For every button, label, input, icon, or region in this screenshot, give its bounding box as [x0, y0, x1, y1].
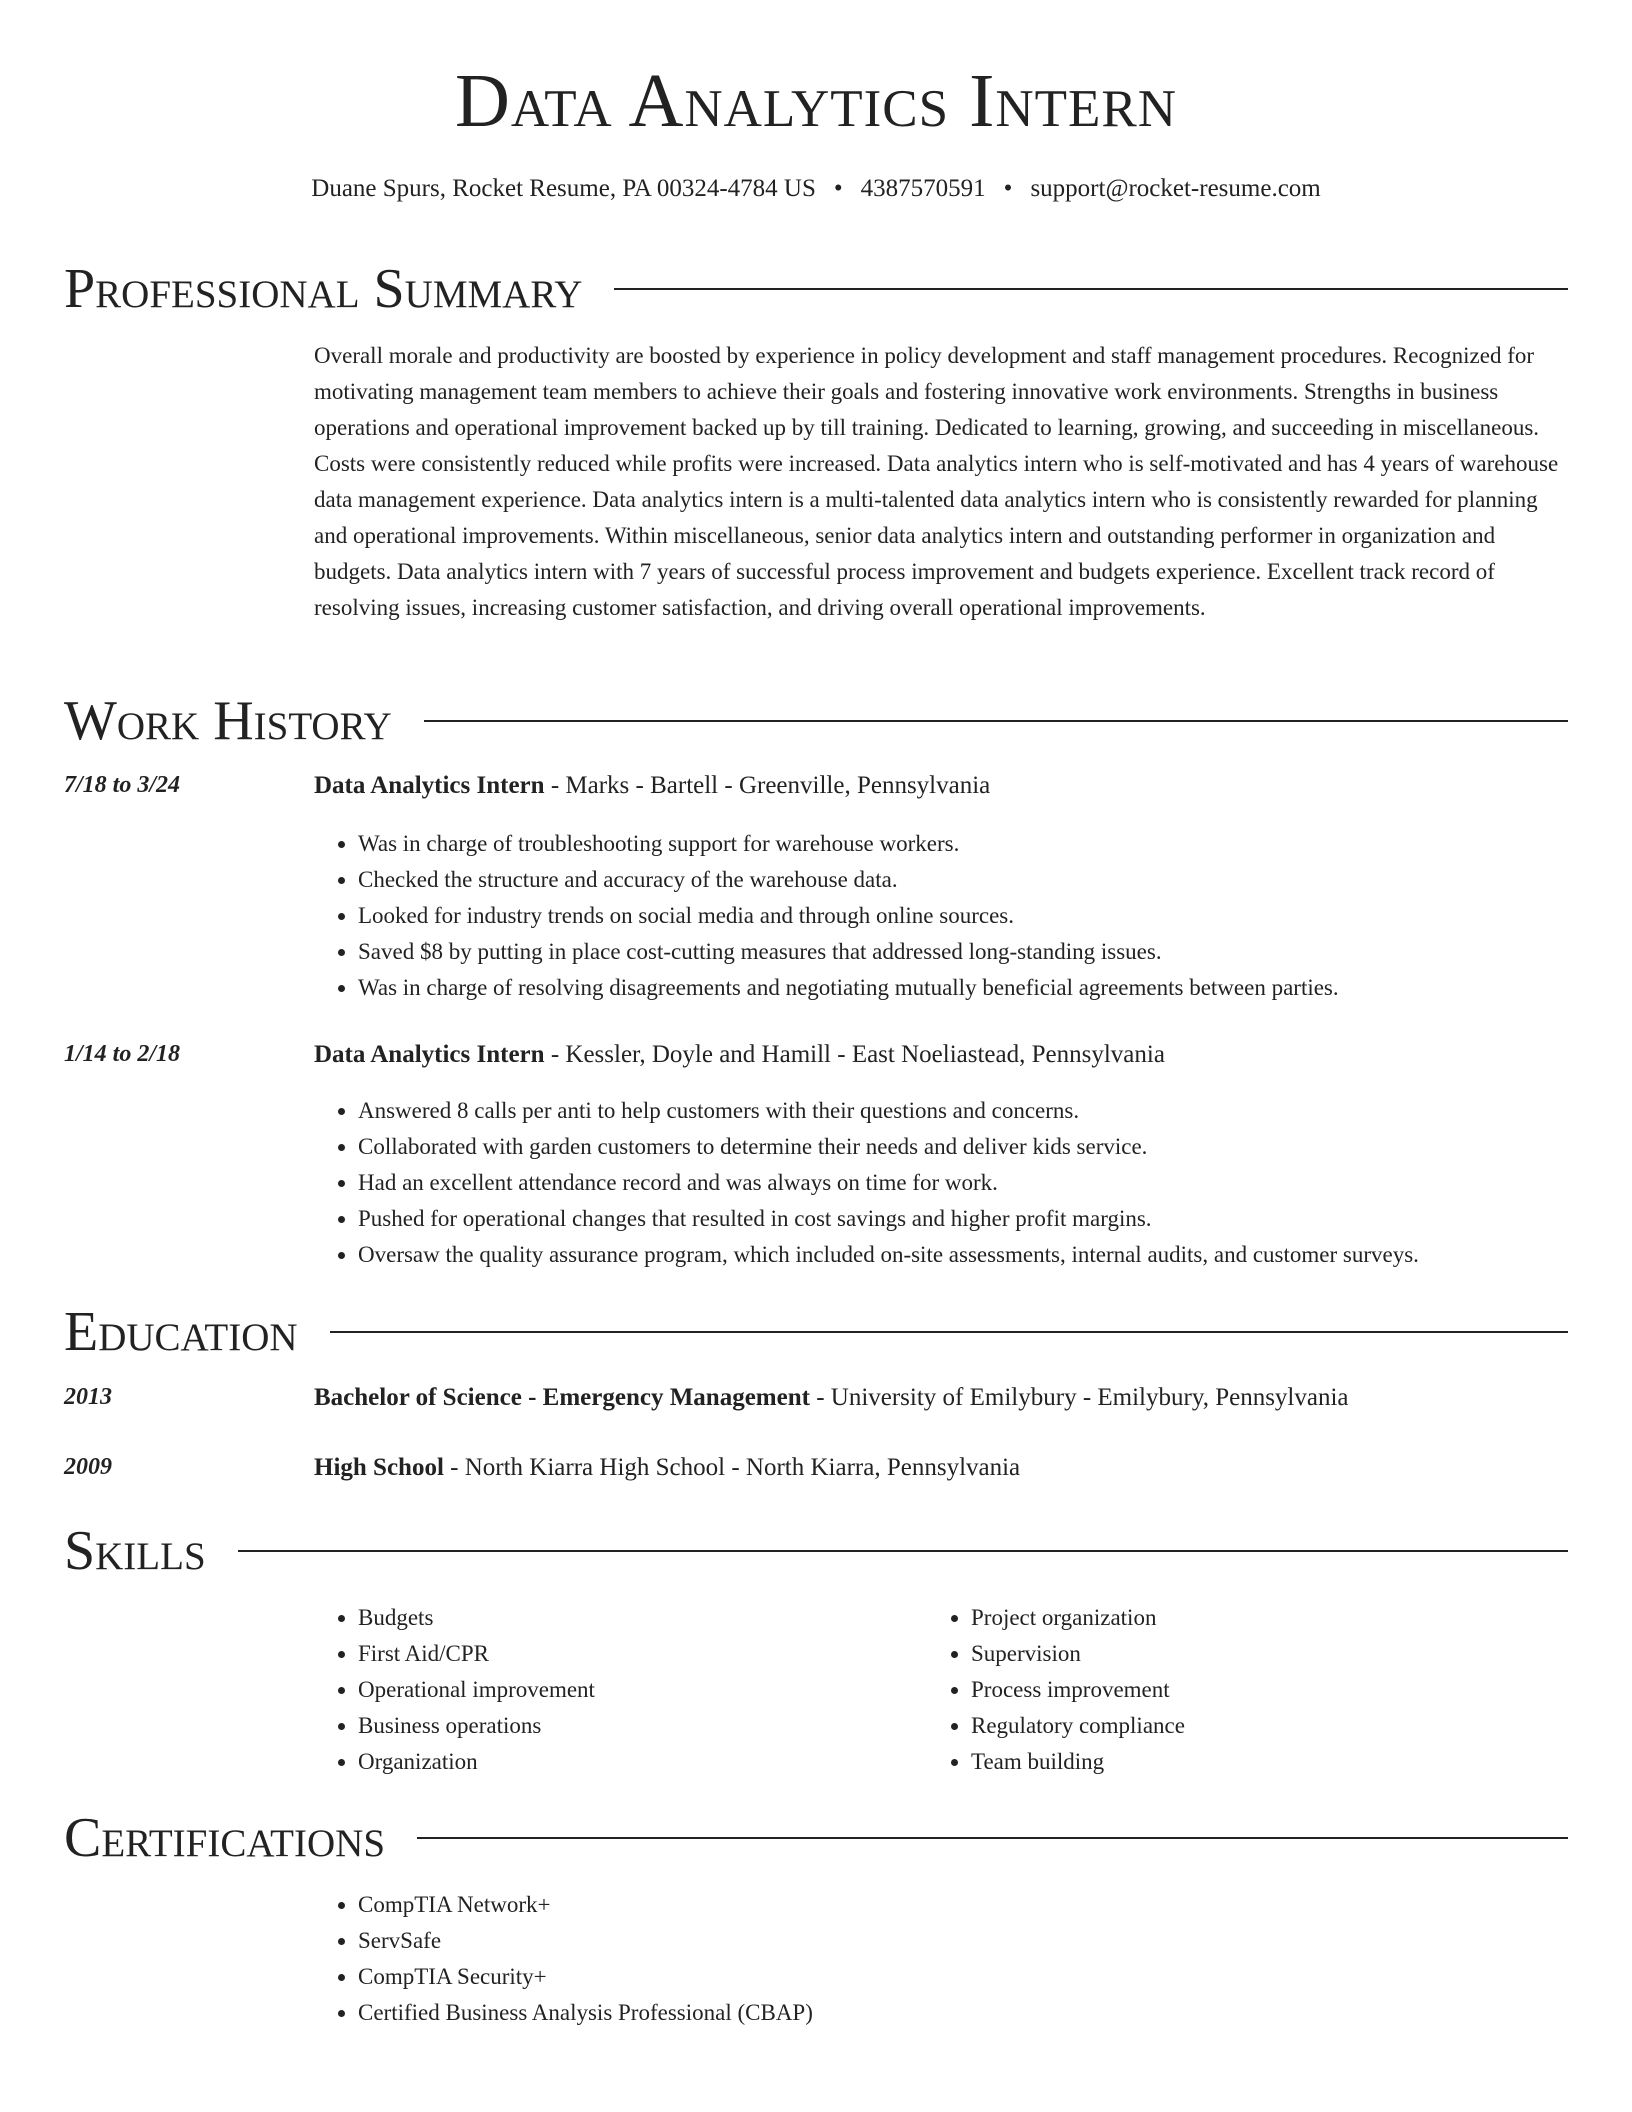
contact-email: support@rocket-resume.com — [1030, 175, 1321, 202]
education-details: - North Kiarra High School - North Kiarra, Pennsylvania — [443, 1454, 1021, 1481]
list-item: • CompTIA Security+ — [358, 1959, 813, 1995]
list-item: • Process improvement — [971, 1672, 1185, 1708]
contact-phone: 4387570591 — [860, 175, 986, 202]
summary-heading: Professional Summary — [64, 258, 583, 320]
list-item: • Pushed for operational changes that resulted in cost savings and higher profit margins. — [358, 1201, 1419, 1237]
work-section-header — [64, 686, 1568, 756]
job-heading — [314, 772, 990, 800]
certifications-heading: Certifications — [64, 1807, 386, 1869]
list-item: • Checked the structure and accuracy of the warehouse data. — [358, 862, 1339, 898]
section-divider — [330, 1331, 1568, 1333]
contact-line — [0, 175, 1632, 203]
list-item: • Operational improvement — [358, 1672, 595, 1708]
contact-separator: • — [833, 175, 843, 202]
list-item: • Looked for industry trends on social media and through online sources. — [358, 898, 1339, 934]
list-item: • Saved $8 by putting in place cost-cutting measures that addressed long-standing issues. — [358, 934, 1339, 970]
job-dates: 7/18 to 3/24 — [64, 772, 181, 798]
education-details: - University of Emilybury - Emilybury, Pennsylvania — [809, 1384, 1349, 1411]
education-year: 2013 — [64, 1384, 112, 1410]
list-item: • Was in charge of troubleshooting support for warehouse workers. — [358, 826, 1339, 862]
list-item: • Budgets — [358, 1600, 595, 1636]
job-title: Data Analytics Intern — [314, 772, 545, 799]
education-year: 2009 — [64, 1454, 112, 1480]
list-item: • Organization — [358, 1744, 595, 1780]
education-heading-line — [314, 1454, 1020, 1482]
education-degree: Bachelor of Science - Emergency Management — [314, 1384, 810, 1411]
job-title: Data Analytics Intern — [314, 1041, 545, 1068]
summary-text: Overall morale and productivity are boosted by experience in policy development and staff management procedures. Recognized for motivating management team members to achieve their goals and fostering innovative work environments. Strengths in business operations and operational improvement backed up by till training. Dedicated to learning, growing, and succeeding in miscellaneous. Costs were consistently reduced while profits were increased. Data analytics intern who is self-motivated and has 4 years of warehouse data management experience. Data analytics intern is a multi-talented data analytics intern who is consistently rewarded for planning and operational improvements. Within miscellaneous, senior data analytics intern and outstanding performer in organization and budgets. Data analytics intern with 7 years of successful process improvement and budgets experience. Excellent track record of resolving issues, increasing customer satisfaction, and driving overall operational improvements. — [314, 343, 1559, 620]
list-item: • Regulatory compliance — [971, 1708, 1185, 1744]
education-degree: High School — [314, 1454, 444, 1481]
education-heading-line — [314, 1384, 1349, 1412]
list-item: • Was in charge of resolving disagreements and negotiating mutually beneficial agreements between parties. — [358, 970, 1339, 1006]
job-details: - Marks - Bartell - Greenville, Pennsylvania — [544, 772, 991, 799]
skills-section-header — [64, 1516, 1568, 1586]
contact-separator: • — [1003, 175, 1013, 202]
job-1-bullets — [314, 826, 1339, 1006]
list-item: • Had an excellent attendance record and was always on time for work. — [358, 1165, 1419, 1201]
skills-list-left — [314, 1600, 595, 1780]
education-section-header — [64, 1297, 1568, 1367]
job-dates: 1/14 to 2/18 — [64, 1041, 181, 1067]
list-item: • Certified Business Analysis Professional (CBAP) — [358, 1995, 813, 2031]
list-item: • ServSafe — [358, 1923, 813, 1959]
summary-section-header — [64, 254, 1568, 324]
list-item: • Collaborated with garden customers to determine their needs and deliver kids service. — [358, 1129, 1419, 1165]
certifications-section-header — [64, 1803, 1568, 1873]
section-divider — [238, 1550, 1568, 1552]
list-item: • First Aid/CPR — [358, 1636, 595, 1672]
work-heading: Work History — [64, 690, 392, 752]
list-item: • Oversaw the quality assurance program, which included on-site assessments, internal audits, and customer surveys. — [358, 1237, 1419, 1273]
list-item: • Team building — [971, 1744, 1185, 1780]
resume-title: Data Analytics Intern — [454, 59, 1178, 143]
list-item: • Business operations — [358, 1708, 595, 1744]
list-item: • Answered 8 calls per anti to help customers with their questions and concerns. — [358, 1093, 1419, 1129]
job-details: - Kessler, Doyle and Hamill - East Noeliastead, Pennsylvania — [544, 1041, 1165, 1068]
section-divider — [417, 1837, 1568, 1839]
section-divider — [614, 288, 1568, 290]
job-2-bullets — [314, 1093, 1419, 1273]
education-heading: Education — [64, 1301, 298, 1363]
section-divider — [424, 720, 1568, 722]
job-heading — [314, 1041, 1165, 1069]
list-item: • Project organization — [971, 1600, 1185, 1636]
certifications-list — [314, 1887, 813, 2031]
skills-list-right — [927, 1600, 1185, 1780]
skills-heading: Skills — [64, 1520, 206, 1582]
contact-address: Duane Spurs, Rocket Resume, PA 00324-4784 US — [311, 175, 816, 202]
list-item: • Supervision — [971, 1636, 1185, 1672]
list-item: • CompTIA Network+ — [358, 1887, 813, 1923]
